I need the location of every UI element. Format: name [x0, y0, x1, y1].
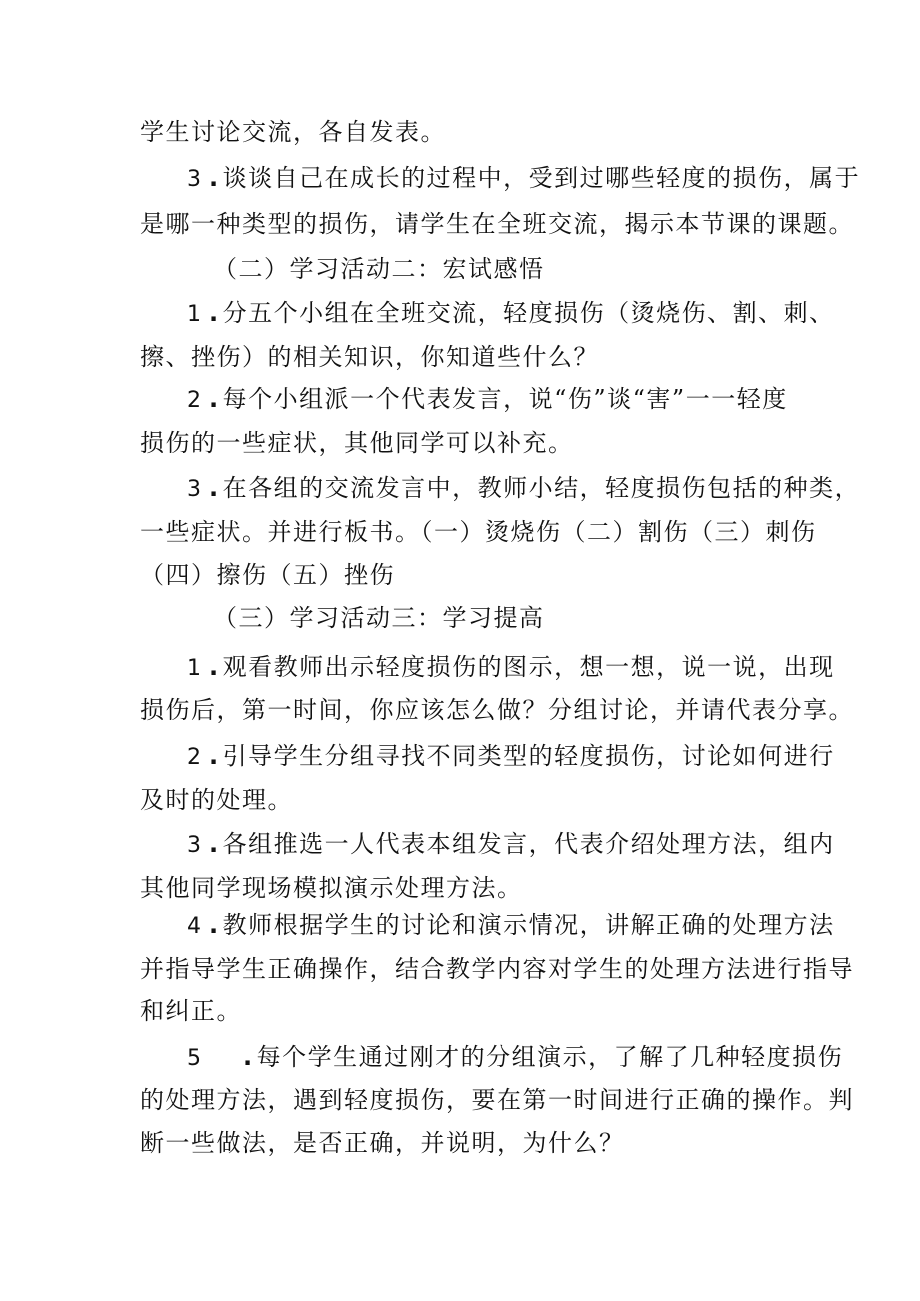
item-dot: . [209, 742, 220, 770]
list-item-3 [187, 163, 860, 195]
text-line: 损伤后，第一时间，你应该怎么做？分组讨论，并请代表分享。 [140, 696, 854, 724]
text-line: 及时的处理。 [140, 786, 293, 814]
section-heading-2: （二）学习活动二：宏试感悟 [213, 255, 545, 283]
item-number: 4 [187, 914, 201, 939]
item-dot: . [243, 1043, 254, 1071]
list-item-5 [187, 1042, 843, 1074]
text-line: 每个学生通过刚才的分组演示，了解了几种轻度损伤 [256, 1043, 844, 1071]
list-item-3 [187, 473, 860, 505]
item-number: 3 [187, 477, 201, 502]
item-dot: . [209, 299, 220, 327]
item-dot: . [209, 911, 220, 939]
item-dot: . [209, 385, 220, 413]
item-number: 3 [187, 167, 201, 192]
text-line: 谈谈自己在成长的过程中，受到过哪些轻度的损伤，属于 [222, 164, 861, 192]
list-item-2 [187, 741, 835, 773]
item-number: 1 [187, 656, 201, 681]
item-dot: . [209, 830, 220, 858]
item-number: 1 [187, 302, 201, 327]
text-line: 和纠正。 [140, 997, 242, 1025]
text-line: 引导学生分组寻找不同类型的轻度损伤，讨论如何进行 [222, 742, 835, 770]
text-line: 是哪一种类型的损伤，请学生在全班交流，揭示本节课的课题。 [140, 210, 854, 238]
text-line: （四）擦伤（五）挫伤 [140, 561, 395, 589]
list-item-1 [187, 652, 835, 684]
text-line: 各组推选一人代表本组发言，代表介绍处理方法，组内 [222, 830, 835, 858]
list-item-3 [187, 829, 835, 861]
list-item-4 [187, 910, 835, 942]
item-dot: . [209, 653, 220, 681]
text-line: 观看教师出示轻度损伤的图示，想一想，说一说，出现 [222, 653, 835, 681]
item-number: 2 [187, 745, 201, 770]
text-line: 每个小组派一个代表发言，说“伤”谈“害”一一轻度 [222, 385, 788, 413]
list-item-2 [187, 384, 788, 416]
text-line: 断一些做法，是否正确，并说明，为什么？ [140, 1129, 625, 1157]
section-heading-3: （三）学习活动三：学习提高 [213, 604, 545, 632]
list-item-1 [187, 298, 835, 330]
text-line: 分五个小组在全班交流，轻度损伤（烫烧伤、割、刺、 [222, 299, 835, 327]
item-number: 2 [187, 388, 201, 413]
text-line: 一些症状。并进行板书。（一）烫烧伤（二）割伤（三）刺伤 [140, 518, 817, 546]
item-number: 5 [187, 1046, 201, 1071]
text-line: 其他同学现场模拟演示处理方法。 [140, 874, 523, 902]
item-number: 3 [187, 833, 201, 858]
text-line: 并指导学生正确操作，结合教学内容对学生的处理方法进行指导 [140, 955, 854, 983]
text-line: 在各组的交流发言中，教师小结，轻度损伤包括的种类， [222, 474, 861, 502]
text-line: 的处理方法，遇到轻度损伤，要在第一时间进行正确的操作。判 [140, 1086, 854, 1114]
text-line: 损伤的一些症状，其他同学可以补充。 [140, 429, 574, 457]
text-line: 擦、挫伤）的相关知识，你知道些什么？ [140, 343, 599, 371]
item-dot: . [209, 164, 220, 192]
item-dot: . [209, 474, 220, 502]
text-line: 学生讨论交流，各自发表。 [140, 118, 446, 146]
text-line: 教师根据学生的讨论和演示情况，讲解正确的处理方法 [222, 911, 835, 939]
